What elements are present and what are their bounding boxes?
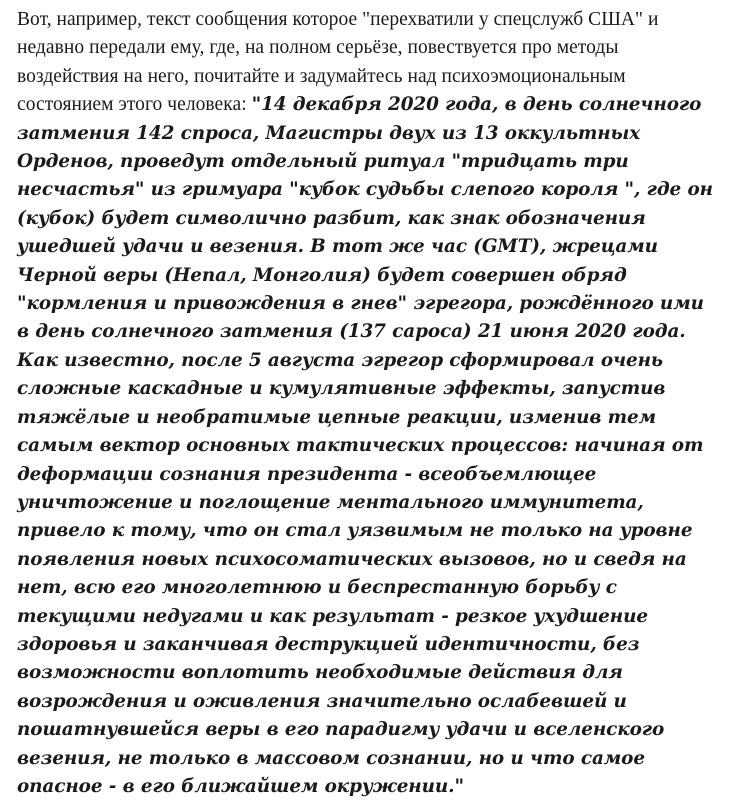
intro-text: Вот, например, текст сообщения которое "перехватили у спецслужб США" и недавно передали ему, где, на полном серьёзе, повествуется про методы воздействия на него, почитайте и задумайтесь над психоэмоциональным состоянием этого человека: [17,9,659,116]
quoted-message: "14 декабря 2020 года, в день солнечного затмения 142 спроса, Магистры двух из 13 оккультных Орденов, проведут отдельный ритуал "тридцать три несчастья" из гримуара "кубок судьбы слепого короля ", где он (кубок) будет символично разбит, как знак обозначения ушедшей удачи и везения. В тот же час (GMT), жрецами Черной веры (Непал, Монголия) будет совершен обряд "кормления и привождения в гнев" эгрегора, рождённого ими в день солнечного затмения (137 сароса) 21 июня 2020 года. Как известно, после 5 августа эгрегор сформировал очень сложные каскадные и кумулятивные эффекты, запустив тяжёлые и необратимые цепные реакции, изменив тем самым вектор основных тактических процессов: начиная от деформации сознания президента - всеобъемлющее уничтожение и поглощение ментального иммунитета, привело к тому, что он стал уязвимым не только на уровне появления новых психосоматических вызовов, но и сведя на нет, всю его многолетнюю и беспрестанную борьбу с текущими недугами и как результат - резкое ухудшение здоровья и заканчивая деструкцией идентичности, без возможности воплотить необходимые действия для возрождения и оживления значительно ослабевшей и пошатнувшейся веры в его парадигму удачи и вселенского везения, не только в массовом сознании, но и что самое опасное - в его ближайшем окружении." [17,94,713,797]
